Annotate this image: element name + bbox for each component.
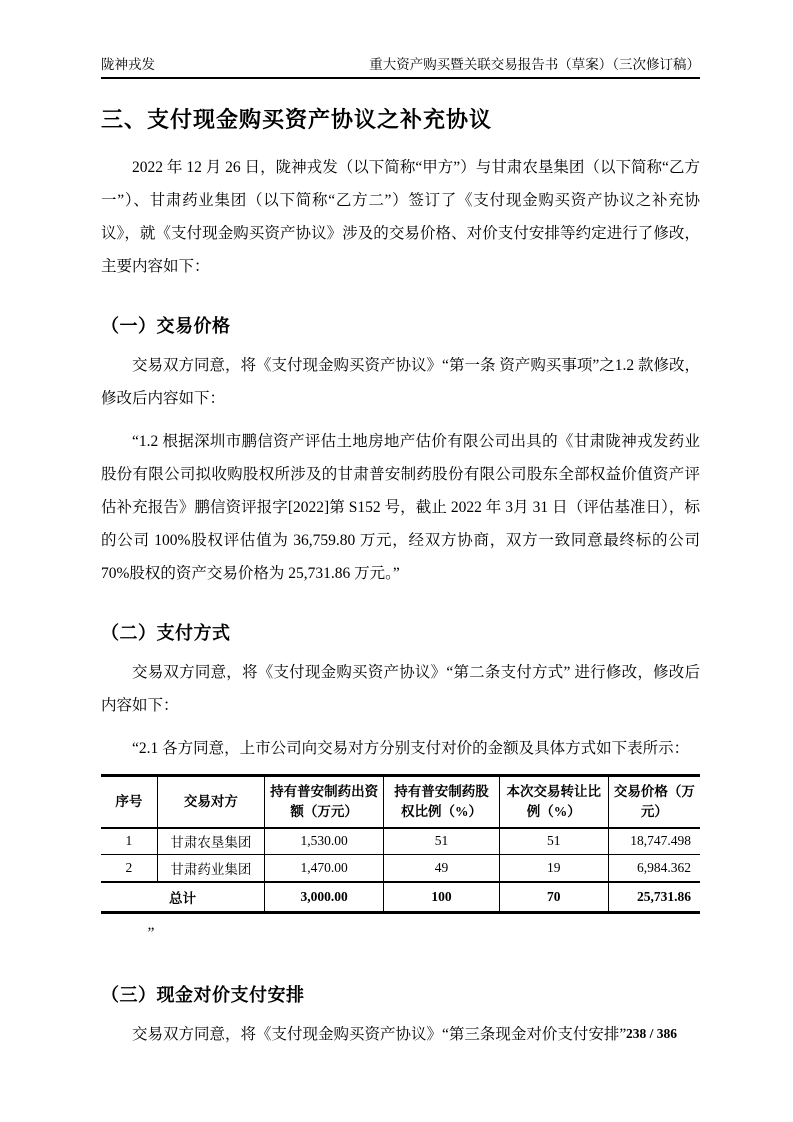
subsection-1-quote-paragraph: “1.2 根据深圳市鹏信资产评估土地房地产估价有限公司出具的《甘肃陇神戎发药业股份有限公司拟收购股权所涉及的甘肃普安制药股份有限公司股东全部权益价值资产评估补充报告》鹏信资评报字[2022]第 S152 号，截止 2022 年 3月 31 日（评估基准日），标的公司 100%股权评估值为 36,759.80 万元，经双方协商，双方一致同意最终标的公司 70%股权的资产交易价格为 25,731.86 万元。” xyxy=(101,433,700,583)
cell-total-capital: 3,000.00 xyxy=(265,882,384,913)
subsection-2-heading: （二）支付方式 xyxy=(101,623,231,644)
chapter-title: 三、支付现金购买资产协议之补充协议 xyxy=(101,107,493,133)
cell-total-label: 总计 xyxy=(101,882,265,913)
cell-transfer-ratio: 51 xyxy=(499,828,608,855)
subsection-1-paragraph: 交易双方同意，将《支付现金购买资产协议》“第一条 资产购买事项”之1.2 款修改，修改后内容如下： xyxy=(101,357,700,408)
cell-transfer-ratio: 19 xyxy=(499,855,608,882)
subsection-2-paragraph: 交易双方同意，将《支付现金购买资产协议》“第二条支付方式” 进行修改，修改后内容如下： xyxy=(101,664,700,715)
col-header-seq: 序号 xyxy=(101,776,157,828)
table-total-row xyxy=(101,882,700,913)
header-company-name: 陇神戎发 xyxy=(101,57,155,72)
table-row-1 xyxy=(101,828,700,855)
col-header-transfer-ratio: 本次交易转让比例（%） xyxy=(499,776,608,828)
col-header-counterparty: 交易对方 xyxy=(157,776,264,828)
cell-counterparty: 甘肃药业集团 xyxy=(157,855,264,882)
cell-seq: 1 xyxy=(101,828,157,855)
cell-capital: 1,470.00 xyxy=(265,855,384,882)
subsection-2-quote-paragraph: “2.1 各方同意，上市公司向交易对方分别支付对价的金额及具体方式如下表所示： xyxy=(132,740,690,758)
intro-paragraph: 2022 年 12 月 26 日，陇神戎发（以下简称“甲方”）与甘肃农垦集团（以下简称“乙方一”）、甘肃药业集团（以下简称“乙方二”）签订了《支付现金购买资产协议之补充协议》，就《支付现金购买资产协议》涉及的交易价格、对价支付安排等约定进行了修改，主要内容如下： xyxy=(101,159,700,276)
consideration-table xyxy=(101,774,700,914)
cell-equity-ratio: 49 xyxy=(384,855,500,882)
header-report-title: 重大资产购买暨关联交易报告书（草案）（三次修订稿） xyxy=(369,57,700,72)
cell-total-equity-ratio: 100 xyxy=(384,882,500,913)
cell-seq: 2 xyxy=(101,855,157,882)
col-header-price: 交易价格（万元） xyxy=(608,776,700,828)
subsection-3-heading: （三）现金对价支付安排 xyxy=(101,985,305,1006)
col-header-capital: 持有普安制药出资额（万元） xyxy=(265,776,384,828)
cell-price: 6,984.362 xyxy=(608,855,700,882)
cell-counterparty: 甘肃农垦集团 xyxy=(157,828,264,855)
cell-capital: 1,530.00 xyxy=(265,828,384,855)
page-header xyxy=(101,57,700,79)
col-header-equity-ratio: 持有普安制药股权比例（%） xyxy=(384,776,500,828)
cell-total-transfer-ratio: 70 xyxy=(499,882,608,913)
cell-equity-ratio: 51 xyxy=(384,828,500,855)
cell-total-price: 25,731.86 xyxy=(608,882,700,913)
table-closing-quote: ” xyxy=(147,925,155,943)
cell-price: 18,747.498 xyxy=(608,828,700,855)
table-row-2 xyxy=(101,855,700,882)
subsection-1-heading: （一）交易价格 xyxy=(101,316,231,337)
subsection-3-paragraph: 交易双方同意，将《支付现金购买资产协议》“第三条现金对价支付安排” xyxy=(132,1026,627,1044)
page-number: 238 / 386 xyxy=(625,1026,677,1041)
table-header-row xyxy=(101,776,700,828)
